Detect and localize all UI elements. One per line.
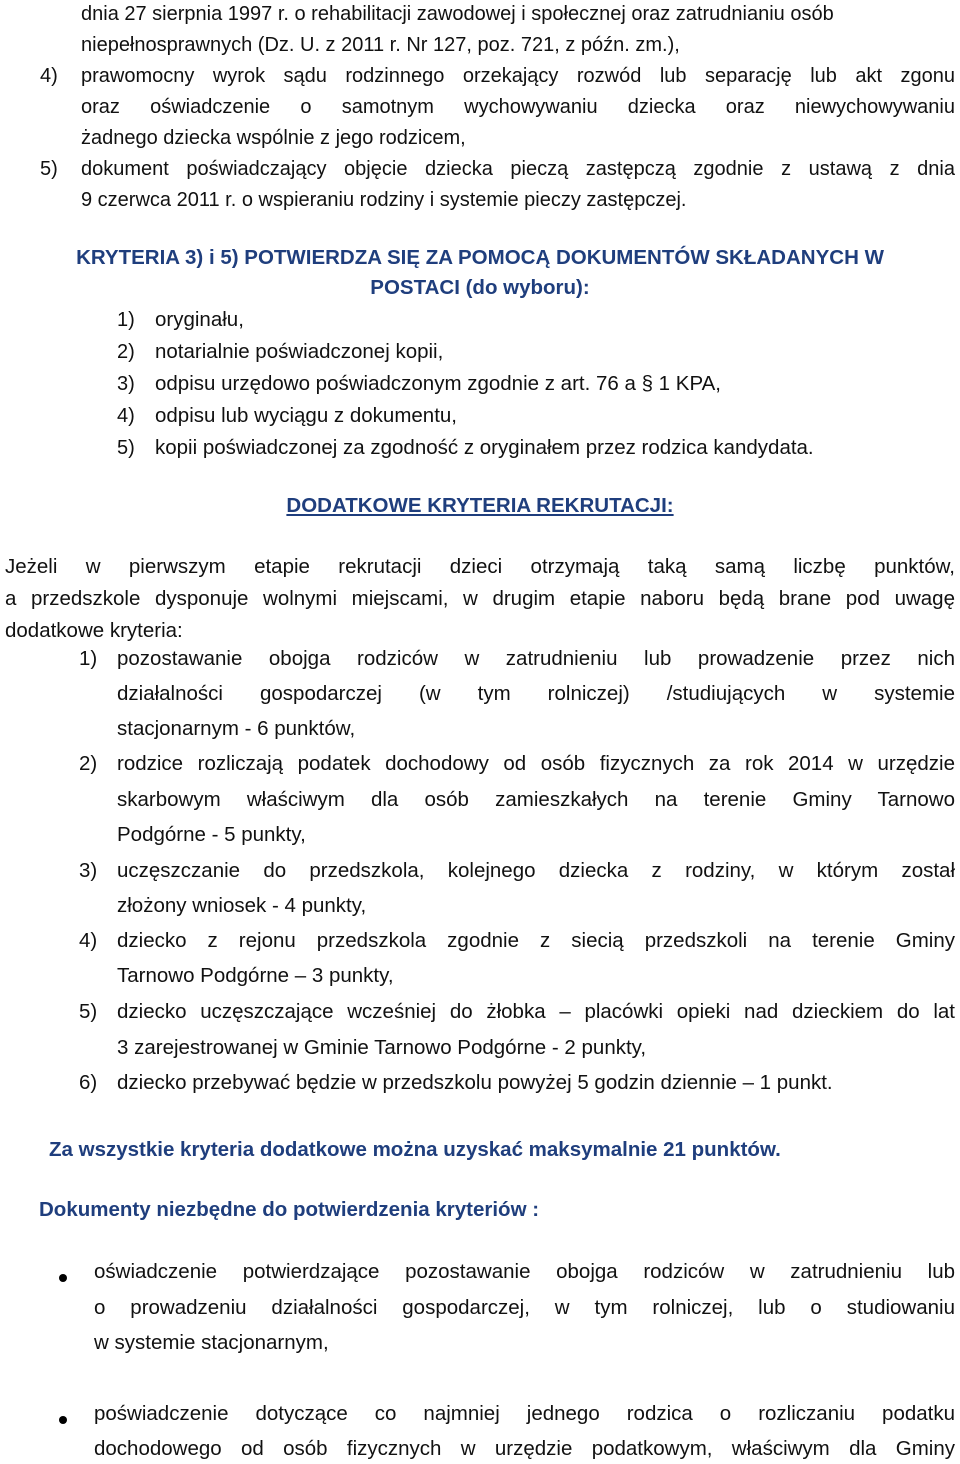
confirm-item-1: oryginału, — [155, 308, 244, 331]
confirm-item-4: odpisu lub wyciągu z dokumentu, — [155, 404, 457, 427]
additional-item-1-line-2: działalności gospodarczej (w tym rolniczej) /studiujących w systemie — [117, 682, 955, 705]
additional-item-6-line-1: dziecko przebywać będzie w przedszkolu powyżej 5 godzin dziennie – 1 punkt. — [117, 1071, 833, 1094]
additional-item-4-number: 4) — [79, 929, 98, 952]
additional-item-1-line-1: pozostawanie obojga rodziców w zatrudnieniu lub prowadzenie przez nich — [117, 647, 955, 670]
confirm-item-3-number: 3) — [117, 373, 135, 395]
additional-intro-line-3: dodatkowe kryteria: — [5, 619, 183, 642]
additional-item-2-line-3: Podgórne - 5 punkty, — [117, 823, 306, 846]
additional-item-4-line-2: Tarnowo Podgórne – 3 punkty, — [117, 964, 394, 987]
criteria-confirm-heading-1: KRYTERIA 3) i 5) POTWIERDZA SIĘ ZA POMOCĄ DOKUMENTÓW SKŁADANYCH W — [76, 246, 884, 269]
additional-item-2-number: 2) — [79, 752, 98, 775]
confirm-item-4-number: 4) — [117, 405, 135, 427]
bullet-2-icon — [59, 1416, 67, 1424]
additional-item-6-number: 6) — [79, 1071, 98, 1094]
item4-line-2: oraz oświadczenie o samotnym wychowywaniu dziecka oraz niewychowywaniu — [81, 96, 955, 118]
item4-line-1: prawomocny wyrok sądu rodzinnego orzekający rozwód lub separację lub akt zgonu — [81, 65, 955, 87]
item5-line-2: 9 czerwca 2011 r. o wspieraniu rodziny i systemie pieczy zastępczej. — [81, 189, 687, 211]
additional-item-5-number: 5) — [79, 1000, 98, 1023]
additional-item-1-line-3: stacjonarnym - 6 punktów, — [117, 717, 356, 740]
additional-item-4-line-1: dziecko z rejonu przedszkola zgodnie z siecią przedszkoli na terenie Gminy — [117, 929, 955, 952]
confirm-item-3: odpisu urzędowo poświadczonym zgodnie z art. 76 a § 1 KPA, — [155, 372, 721, 395]
item4-line-3: żadnego dziecka wspólnie z jego rodzicem, — [81, 127, 466, 149]
additional-intro-line-2: a przedszkole dysponuje wolnymi miejscami, w drugim etapie naboru będą brane pod uwagę — [5, 587, 955, 610]
item5-number: 5) — [40, 158, 58, 180]
additional-item-5-line-1: dziecko uczęszczające wcześniej do żłobka – placówki opieki nad dzieckiem do lat — [117, 1000, 955, 1023]
bullet-1-icon — [59, 1274, 67, 1282]
document-bullet-1-line-2: o prowadzeniu działalności gospodarczej, w tym rolniczej, lub o studiowaniu — [94, 1296, 955, 1319]
additional-item-5-line-2: 3 zarejestrowanej w Gminie Tarnowo Podgórne - 2 punkty, — [117, 1036, 647, 1059]
document-bullet-2-line-1: poświadczenie dotyczące co najmniej jednego rodzica o rozliczaniu podatku — [94, 1402, 955, 1425]
top-line-1: dnia 27 sierpnia 1997 r. o rehabilitacji zawodowej i społecznej oraz zatrudnianiu osób — [81, 3, 834, 25]
confirm-item-5-number: 5) — [117, 437, 135, 459]
document-bullet-2-line-2: dochodowego od osób fizycznych w urzędzie podatkowym, właściwym dla Gminy — [94, 1437, 955, 1460]
additional-item-2-line-1: rodzice rozliczają podatek dochodowy od osób fizycznych za rok 2014 w urzędzie — [117, 752, 955, 775]
confirm-item-1-number: 1) — [117, 309, 135, 331]
additional-item-3-line-2: złożony wniosek - 4 punkty, — [117, 894, 367, 917]
item5-line-1: dokument poświadczający objęcie dziecka pieczą zastępczą zgodnie z ustawą z dnia — [81, 158, 955, 180]
additional-item-3-line-1: uczęszczanie do przedszkola, kolejnego dziecka z rodziny, w którym został — [117, 859, 955, 882]
confirm-item-2: notarialnie poświadczonej kopii, — [155, 340, 444, 363]
top-line-2: niepełnosprawnych (Dz. U. z 2011 r. Nr 127, poz. 721, z późn. zm.), — [81, 34, 680, 56]
max-points-note: Za wszystkie kryteria dodatkowe można uzyskać maksymalnie 21 punktów. — [49, 1138, 781, 1161]
additional-criteria-heading: DODATKOWE KRYTERIA REKRUTACJI: — [286, 494, 674, 517]
documents-heading: Dokumenty niezbędne do potwierdzenia kryteriów : — [39, 1198, 540, 1221]
item4-number: 4) — [40, 65, 58, 87]
confirm-item-2-number: 2) — [117, 341, 135, 363]
criteria-confirm-heading-2: POSTACI (do wyboru): — [370, 276, 590, 299]
additional-item-3-number: 3) — [79, 859, 98, 882]
additional-item-1-number: 1) — [79, 647, 98, 670]
additional-item-2-line-2: skarbowym właściwym dla osób zamieszkałych na terenie Gminy Tarnowo — [117, 788, 955, 811]
confirm-item-5: kopii poświadczonej za zgodność z oryginałem przez rodzica kandydata. — [155, 436, 814, 459]
document-bullet-1-line-3: w systemie stacjonarnym, — [94, 1331, 329, 1354]
document-bullet-1-line-1: oświadczenie potwierdzające pozostawanie obojga rodziców w zatrudnieniu lub — [94, 1260, 955, 1283]
additional-intro-line-1: Jeżeli w pierwszym etapie rekrutacji dzieci otrzymają taką samą liczbę punktów, — [5, 555, 955, 578]
